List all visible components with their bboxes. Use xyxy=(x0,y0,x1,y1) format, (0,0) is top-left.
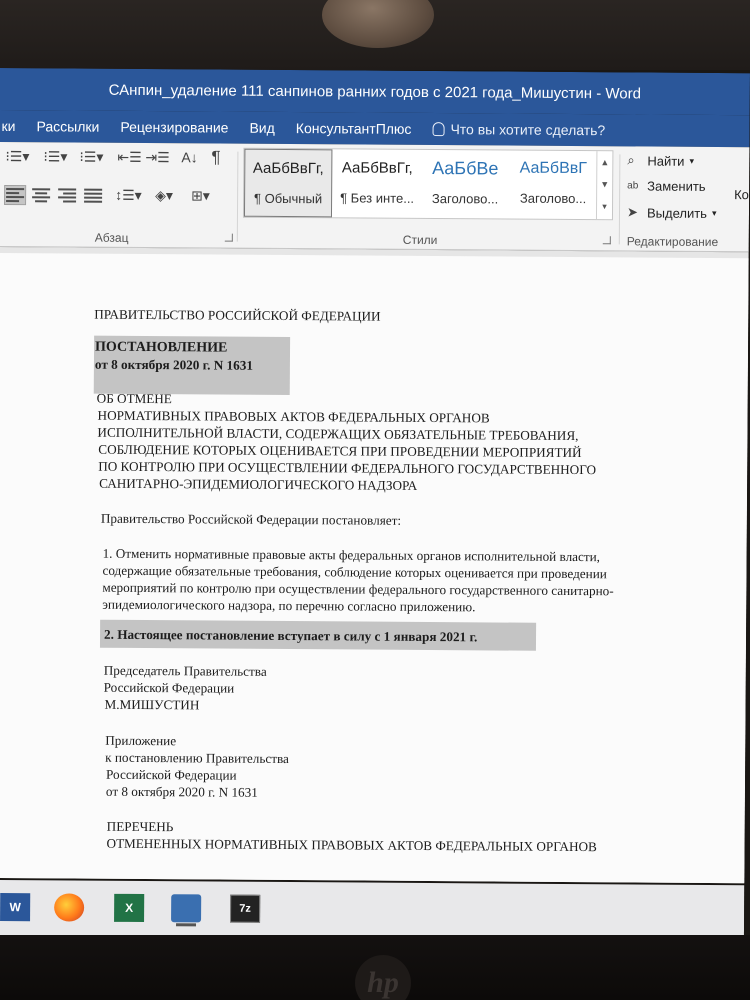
doc-line: ИСПОЛНИТЕЛЬНОЙ ВЛАСТИ, СОДЕРЖАЩИХ ОБЯЗАТЕЛЬНЫЕ ТРЕБОВАНИЯ, xyxy=(97,424,579,444)
doc-line: ОТМЕНЕННЫХ НОРМАТИВНЫХ ПРАВОВЫХ АКТОВ ФЕДЕРАЛЬНЫХ ОРГАНОВ xyxy=(106,835,597,855)
replace-icon: ab xyxy=(627,180,639,192)
replace-button[interactable] xyxy=(627,178,706,194)
scroll-down-icon[interactable]: ▼ xyxy=(600,179,610,190)
style-name: Заголово... xyxy=(431,191,499,207)
doc-line: содержащие обязательные требования, соблюдение которых оценивается при проведении xyxy=(102,562,607,582)
bullets-icon[interactable]: ⁝☰▾ xyxy=(5,148,30,165)
find-button[interactable] xyxy=(627,152,694,168)
more-styles-icon[interactable]: ▾ xyxy=(602,201,607,212)
justify-icon[interactable] xyxy=(83,187,103,205)
doc-line: М.МИШУСТИН xyxy=(104,696,200,713)
doc-line: ПЕРЕЧЕНЬ xyxy=(106,818,174,835)
network-taskbar-icon[interactable] xyxy=(171,894,201,922)
doc-line: от 8 октября 2020 г. N 1631 xyxy=(105,783,258,800)
align-center-icon[interactable] xyxy=(31,186,51,204)
doc-line: Правительство Российской Федерации постановляет: xyxy=(100,510,402,528)
doc-line: САНИТАРНО-ЭПИДЕМИОЛОГИЧЕСКОГО НАДЗОРА xyxy=(99,475,418,493)
style-normal[interactable] xyxy=(244,149,332,218)
pilcrow-icon[interactable]: ¶ xyxy=(211,147,221,167)
chevron-down-icon: ▾ xyxy=(711,207,717,218)
laptop-bottom-bezel xyxy=(0,935,750,1000)
style-heading-2[interactable] xyxy=(509,151,597,220)
doc-line: Председатель Правительства xyxy=(103,662,267,679)
paragraph-group-label: Абзац xyxy=(94,230,129,245)
doc-line: Приложение xyxy=(105,732,177,749)
style-name: ¶ Без инте... xyxy=(340,190,415,206)
window-title: САнпин_удаление 111 санпинов ранних годов с 2021 года_Мишустин - Word xyxy=(108,81,642,102)
doc-line: ПО КОНТРОЛЮ ПРИ ОСУЩЕСТВЛЕНИИ ФЕДЕРАЛЬНОГО ГОСУДАРСТВЕННОГО xyxy=(98,458,597,478)
tell-me-search[interactable] xyxy=(432,121,605,138)
search-icon: ⌕ xyxy=(627,152,635,168)
tell-me-text: Что вы хотите сделать? xyxy=(450,121,606,139)
doc-line: НОРМАТИВНЫХ ПРАВОВЫХ АКТОВ ФЕДЕРАЛЬНЫХ ОРГАНОВ xyxy=(97,407,490,426)
style-sample: АаБбВвГг, xyxy=(252,159,324,178)
shading-icon[interactable]: ◈▾ xyxy=(155,187,173,204)
doc-line: эпидемиологического надзора, по перечню согласно приложению. xyxy=(102,596,476,615)
doc-line: мероприятий по контролю при осуществлении федерального государственного санитарно- xyxy=(102,579,614,599)
group-separator xyxy=(619,154,621,244)
numbering-icon[interactable]: ⁝☰▾ xyxy=(43,148,68,165)
decrease-indent-icon[interactable]: ⇤☰ xyxy=(117,148,142,165)
styles-launcher-icon[interactable] xyxy=(603,236,611,244)
align-right-icon[interactable] xyxy=(57,186,77,204)
doc-line: ПОСТАНОВЛЕНИЕ xyxy=(95,339,228,356)
increase-indent-icon[interactable]: ⇥☰ xyxy=(145,149,170,166)
doc-line: Российской Федерации xyxy=(103,679,235,696)
chevron-down-icon: ▾ xyxy=(689,155,695,166)
hp-logo: hp xyxy=(355,955,411,1000)
lightbulb-icon xyxy=(432,122,444,136)
7zip-taskbar-icon[interactable]: 7z xyxy=(230,895,260,923)
doc-line: ПРАВИТЕЛЬСТВО РОССИЙСКОЙ ФЕДЕРАЦИИ xyxy=(94,306,381,324)
doc-line: СОБЛЮДЕНИЕ КОТОРЫХ ОЦЕНИВАЕТСЯ ПРИ ПРОВЕДЕНИИ МЕРОПРИЯТИЙ xyxy=(98,441,582,461)
style-sample: АаБбВвГг, xyxy=(341,159,413,177)
doc-line: Российской Федерации xyxy=(106,766,237,783)
style-name: Заголово... xyxy=(519,190,587,207)
ribbon-cut-off-label: Ко xyxy=(734,187,749,203)
tab-references[interactable]: ки xyxy=(1,118,16,135)
styles-group-label: Стили xyxy=(402,232,438,248)
webcam-cover xyxy=(322,0,434,48)
taskbar xyxy=(0,880,744,943)
firefox-taskbar-icon[interactable] xyxy=(54,893,84,921)
styles-scroll[interactable] xyxy=(596,151,612,219)
document-page[interactable] xyxy=(0,253,749,883)
ribbon-home xyxy=(0,142,749,252)
borders-icon[interactable]: ⊞▾ xyxy=(191,187,210,204)
sort-icon[interactable]: A↓ xyxy=(181,149,198,166)
line-spacing-icon[interactable]: ↕☰▾ xyxy=(115,186,142,203)
tab-view[interactable]: Вид xyxy=(249,119,275,136)
doc-line: ОБ ОТМЕНЕ xyxy=(96,390,172,407)
tab-mailings[interactable]: Рассылки xyxy=(36,118,100,135)
style-sample: АаБбВе xyxy=(432,158,499,179)
cursor-icon: ➤ xyxy=(626,204,638,220)
doc-line: 1. Отменить нормативные правовые акты федеральных органов исполнительной власти, xyxy=(102,545,601,565)
style-sample: АаБбВвГ xyxy=(519,159,587,178)
laptop-screen xyxy=(0,68,750,943)
document-area[interactable] xyxy=(0,247,749,883)
select-button[interactable] xyxy=(627,204,717,221)
multilevel-list-icon[interactable]: ⁝☰▾ xyxy=(79,148,104,165)
align-left-button[interactable] xyxy=(5,186,25,204)
styles-gallery xyxy=(243,148,613,221)
laptop-top-bezel xyxy=(0,0,750,70)
ribbon-tabs xyxy=(0,110,750,147)
style-no-spacing[interactable] xyxy=(333,149,421,218)
tab-review[interactable]: Рецензирование xyxy=(120,118,229,136)
tab-consultant-plus[interactable]: КонсультантПлюс xyxy=(295,120,412,137)
style-heading-1[interactable] xyxy=(421,150,509,219)
style-name: ¶ Обычный xyxy=(254,190,323,207)
find-label: Найти xyxy=(647,153,685,169)
select-label: Выделить xyxy=(646,205,708,221)
doc-line: к постановлению Правительства xyxy=(105,749,289,767)
editing-group-label: Редактирование xyxy=(626,234,719,250)
excel-taskbar-icon[interactable]: X xyxy=(114,894,144,922)
group-separator xyxy=(237,152,239,242)
scroll-up-icon[interactable]: ▲ xyxy=(600,157,610,168)
doc-line: 2. Настоящее постановление вступает в силу с 1 января 2021 г. xyxy=(103,626,478,645)
word-taskbar-icon[interactable]: W xyxy=(0,893,30,921)
paragraph-launcher-icon[interactable] xyxy=(225,234,233,242)
title-bar xyxy=(0,68,750,115)
doc-line: от 8 октября 2020 г. N 1631 xyxy=(94,356,254,373)
replace-label: Заменить xyxy=(647,178,706,194)
